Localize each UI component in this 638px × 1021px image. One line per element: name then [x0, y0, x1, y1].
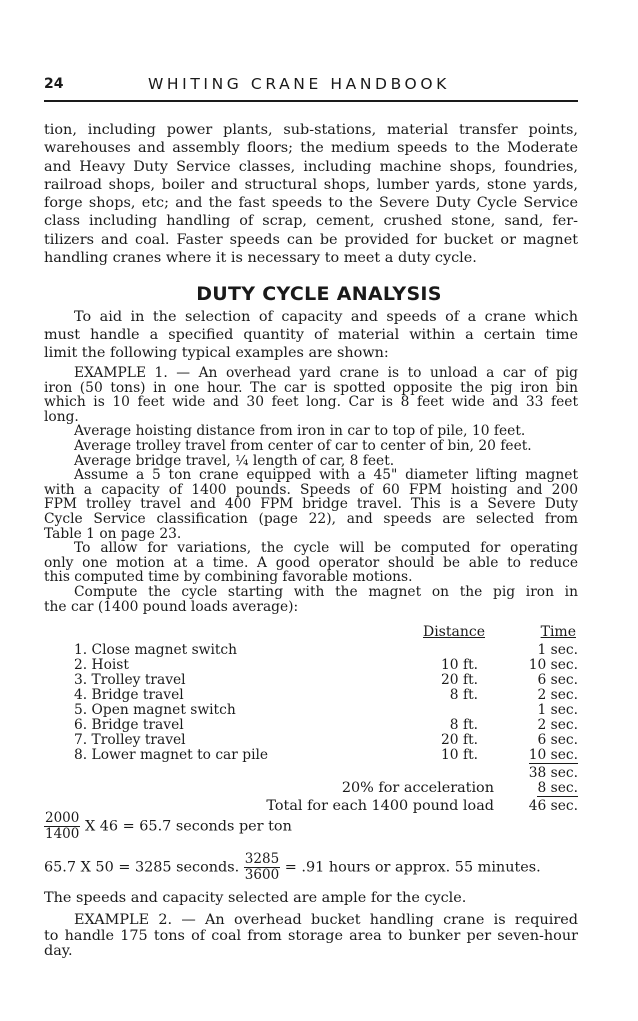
step-time: 2 sec.	[537, 687, 578, 703]
step-label: 7. Trolley travel	[74, 732, 186, 748]
step-time: 1 sec.	[537, 642, 578, 658]
running-header	[44, 76, 578, 102]
text-line: EXAMPLE 1. — An overhead yard crane is to unload a car of pig	[74, 365, 578, 381]
fraction	[44, 811, 80, 842]
text-line: must handle a specified quantity of material within a certain time	[44, 327, 578, 343]
example-2-paragraph	[44, 913, 578, 960]
text-line: FPM trolley travel and 400 FPM bridge travel. This is a Severe Duty	[44, 496, 578, 513]
running-title: WHITING CRANE HANDBOOK	[148, 75, 450, 93]
step-time: 2 sec.	[537, 717, 578, 733]
subtotal-time: 38 sec.	[528, 765, 578, 781]
acceleration-row	[44, 780, 578, 795]
step-label: 3. Trolley travel	[74, 672, 186, 688]
distance-column-header: Distance	[422, 624, 485, 640]
acceleration-time: 8 sec.	[537, 780, 578, 796]
table-row	[44, 657, 578, 672]
text-line: Average trolley travel from center of car to center of bin, 20 feet.	[74, 437, 532, 454]
step-label: 1. Close magnet switch	[74, 642, 238, 658]
step-distance: 20 ft.	[441, 732, 478, 748]
text-line: class including handling of scrap, cement, crushed stone, sand, fer-	[44, 213, 578, 230]
calculation-text: X 46 = 65.7 seconds per ton	[84, 818, 292, 835]
text-line: Average bridge travel, ¼ length of car, 8 feet.	[74, 452, 395, 469]
fraction-numerator: 3285	[244, 851, 280, 867]
step-time: 6 sec.	[537, 732, 578, 748]
page-number: 24	[44, 76, 64, 92]
step-label: 5. Open magnet switch	[74, 702, 236, 718]
text-line: forge shops, etc; and the fast speeds to the Severe Duty Cycle Service	[44, 195, 578, 212]
text-line: warehouses and assembly floors; the medium speeds to the Moderate	[44, 140, 578, 157]
total-label: Total for each 1400 pound load	[266, 798, 494, 814]
text-line: iron (50 tons) in one hour. The car is spotted opposite the pig iron bin	[44, 379, 578, 396]
step-distance: 10 ft.	[441, 657, 478, 673]
step-label: 6. Bridge travel	[74, 717, 184, 733]
acceleration-label: 20% for acceleration	[341, 780, 494, 796]
conclusion-paragraph: The speeds and capacity selected are ample for the cycle.	[44, 890, 467, 906]
subtotal-row	[44, 765, 578, 780]
calculation-per-ton	[44, 811, 292, 842]
table-row	[44, 687, 578, 702]
step-distance: 10 ft.	[441, 747, 478, 763]
text-line: To allow for variations, the cycle will be computed for operating	[74, 540, 578, 557]
text-line: tilizers and coal. Faster speeds can be provided for bucket or magnet	[44, 231, 578, 248]
section-title: DUTY CYCLE ANALYSIS	[196, 283, 442, 305]
step-distance: 20 ft.	[441, 672, 478, 688]
step-time: 1 sec.	[537, 702, 578, 718]
time-column-header: Time	[540, 624, 576, 640]
fraction-numerator: 2000	[45, 810, 80, 826]
text-line: Cycle Service classification (page 22), and speeds are selected from	[44, 510, 578, 527]
table-row	[44, 747, 578, 762]
table-row	[44, 642, 578, 657]
fraction-denominator: 1400	[45, 826, 80, 842]
text-line: and Heavy Duty Service classes, including machine shops, foundries,	[44, 158, 578, 175]
text-line: long.	[44, 408, 79, 425]
text-line: the car (1400 pound loads average):	[44, 598, 299, 615]
text-line: Average hoisting distance from iron in car to top of pile, 10 feet.	[74, 423, 526, 440]
example-1-paragraph	[44, 366, 578, 614]
text-line: handling cranes where it is necessary to meet a duty cycle.	[44, 250, 477, 267]
table-row	[44, 717, 578, 732]
text-line: Assume a 5 ton crane equipped with a 45" diameter lifting magnet	[74, 467, 578, 484]
step-label: 4. Bridge travel	[74, 687, 184, 703]
text-line: this computed time by combining favorable motions.	[44, 569, 413, 586]
text-line: only one motion at a time. A good operator should be able to reduce	[44, 554, 578, 571]
step-label: 2. Hoist	[74, 657, 129, 673]
text-line: EXAMPLE 2. — An overhead bucket handling crane is required	[74, 912, 578, 928]
table-row	[44, 702, 578, 717]
text-line: Compute the cycle starting with the magnet on the pig iron in	[74, 583, 578, 600]
intro-paragraph	[44, 121, 578, 267]
step-label: 8. Lower magnet to car pile	[74, 747, 269, 763]
calculation-total-time	[44, 852, 541, 883]
text-line: tion, including power plants, sub-stations, material transfer points,	[44, 122, 578, 138]
lead-paragraph	[44, 308, 578, 362]
text-line: which is 10 feet wide and 30 feet long. Car is 8 feet wide and 33 feet	[44, 394, 578, 411]
text-line: railroad shops, boiler and structural shops, lumber yards, stone yards,	[44, 176, 578, 193]
step-time: 10 sec.	[528, 747, 578, 763]
text-line: Table 1 on page 23.	[44, 525, 182, 542]
calculation-text: = .91 hours or approx. 55 minutes.	[284, 859, 541, 876]
text-line: day.	[44, 943, 73, 959]
fraction-denominator: 3600	[244, 867, 280, 883]
step-time: 6 sec.	[537, 672, 578, 688]
table-row	[44, 672, 578, 687]
text-line: limit the following typical examples are shown:	[44, 345, 389, 361]
step-distance: 8 ft.	[449, 687, 478, 703]
table-row	[44, 732, 578, 747]
text-line: to handle 175 tons of coal from storage area to bunker per seven-hour	[44, 927, 578, 944]
fraction	[244, 852, 280, 883]
text-line: To aid in the selection of capacity and speeds of a crane which	[74, 309, 578, 325]
step-distance: 8 ft.	[449, 717, 478, 733]
calculation-lead: 65.7 X 50 = 3285 seconds.	[44, 859, 240, 876]
total-time: 46 sec.	[528, 798, 578, 814]
step-time: 10 sec.	[528, 657, 578, 673]
text-line: with a capacity of 1400 pounds. Speeds of 60 FPM hoisting and 200	[44, 481, 578, 498]
